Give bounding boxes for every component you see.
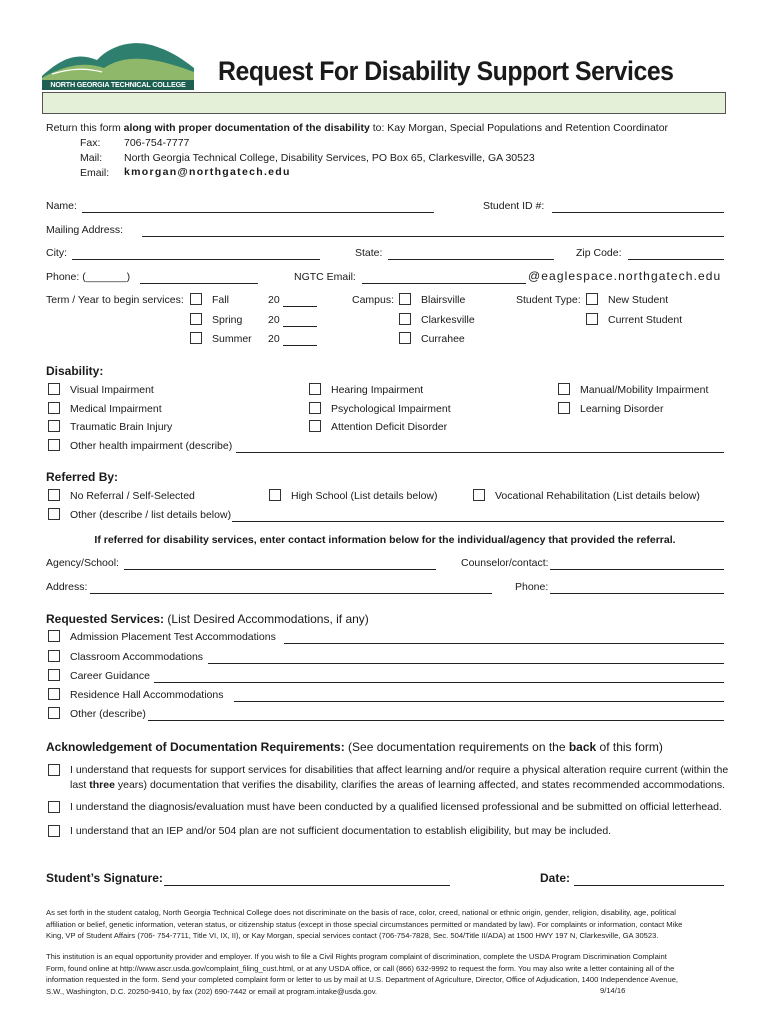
referral-phone-field[interactable] (550, 593, 724, 594)
return-instructions: Return this form along with proper documentation of the disability to: Kay Morgan, Special Populations and Retention Coordinator (46, 122, 669, 134)
service-classroom-label: Classroom Accommodations (70, 651, 204, 663)
college-logo (42, 38, 194, 90)
zip-label: Zip Code: (576, 247, 622, 259)
current-student-label: Current Student (608, 314, 683, 326)
usda-statement: This institution is an equal opportunity provider and employer. If you wish to file a Civil Rights program complaint of discrimination, complete the USDA Program Discrimination Complaint Form, found online at http://www.ascr.usda.gov/complaint_filing_cust.html, or at any USDA office, or call (866) 632-9992 to request the form. You may also write a letter containing all of the information requested in the form. Send your completed complaint form or letter to us by mail at U.S. Department of Agriculture, Director, Office of Adjudication, 1400 Independence Avenue, S.W., Washington, D.C. 20250-9410, by fax (202) 690-7442 or email at program.intake@usda.gov. (46, 952, 679, 996)
ngtc-email-label: NGTC Email: (294, 271, 356, 283)
no-referral-checkbox[interactable] (48, 489, 60, 501)
term-spring-label: Spring (212, 314, 243, 326)
ack-licensed-professional-label: I understand the diagnosis/evaluation must have been conducted by a qualified licensed professional and be submitted on official letterhead. (70, 801, 722, 813)
service-other-field[interactable] (148, 720, 724, 721)
referred-heading: Referred By: (46, 470, 119, 484)
date-field[interactable] (574, 885, 724, 886)
phone-field[interactable] (140, 283, 258, 284)
service-residence-field[interactable] (234, 701, 724, 702)
signature-field[interactable] (164, 885, 450, 886)
psychological-impairment-checkbox[interactable] (309, 402, 321, 414)
visual-impairment-checkbox[interactable] (48, 383, 60, 395)
mail-label: Mail: (80, 152, 103, 164)
term-fall-checkbox[interactable] (190, 293, 202, 305)
term-summer-checkbox[interactable] (190, 332, 202, 344)
new-student-label: New Student (608, 294, 669, 306)
service-classroom-checkbox[interactable] (48, 650, 60, 662)
service-admission-field[interactable] (284, 643, 724, 644)
service-residence-label: Residence Hall Accommodations (70, 689, 224, 701)
year-spring-prefix: 20 (268, 314, 280, 326)
fax-value: 706-754-7777 (124, 137, 190, 149)
learning-disorder-label: Learning Disorder (580, 403, 664, 415)
year-summer-field[interactable] (283, 345, 317, 346)
service-admission-label: Admission Placement Test Accommodations (70, 631, 276, 643)
mailing-address-label: Mailing Address: (46, 224, 124, 236)
term-spring-checkbox[interactable] (190, 313, 202, 325)
visual-impairment-label: Visual Impairment (70, 384, 154, 396)
high-school-checkbox[interactable] (269, 489, 281, 501)
header-bar (42, 92, 726, 114)
campus-currahee-label: Currahee (421, 333, 465, 345)
referred-other-label: Other (describe / list details below) (70, 509, 232, 521)
ack-heading: Acknowledgement of Documentation Requirements: (See documentation requirements on the back of this form) (46, 740, 663, 754)
year-spring-field[interactable] (283, 326, 317, 327)
ack-licensed-professional-checkbox[interactable] (48, 801, 60, 813)
learning-disorder-checkbox[interactable] (558, 402, 570, 414)
term-fall-label: Fall (212, 294, 229, 306)
other-health-label: Other health impairment (describe) (70, 440, 233, 452)
attention-deficit-label: Attention Deficit Disorder (331, 421, 448, 433)
mail-value: North Georgia Technical College, Disability Services, PO Box 65, Clarkesville, GA 30523 (124, 152, 535, 164)
agency-field[interactable] (124, 569, 436, 570)
manual-mobility-checkbox[interactable] (558, 383, 570, 395)
city-label: City: (46, 247, 67, 259)
ack-current-docs-line2: last three years) documentation that verifies the disability, clarifies the areas of learning affected, and states recommended accommodations. (70, 779, 726, 791)
ack-current-docs-line1: I understand that requests for support services for disabilities that affect learning and/or require a physical alteration require current (within the (70, 764, 729, 776)
year-summer-prefix: 20 (268, 333, 280, 345)
service-career-label: Career Guidance (70, 670, 150, 682)
state-label: State: (355, 247, 383, 259)
campus-clarkesville-label: Clarkesville (421, 314, 475, 326)
service-career-checkbox[interactable] (48, 669, 60, 681)
ack-iep-checkbox[interactable] (48, 825, 60, 837)
referral-phone-label: Phone: (515, 581, 549, 593)
address-label: Address: (46, 581, 88, 593)
address-field[interactable] (90, 593, 492, 594)
city-field[interactable] (72, 259, 320, 260)
service-other-label: Other (describe) (70, 708, 146, 720)
phone-label: Phone: (_______) (46, 271, 131, 283)
student-id-label: Student ID #: (483, 200, 545, 212)
current-student-checkbox[interactable] (586, 313, 598, 325)
psychological-impairment-label: Psychological Impairment (331, 403, 451, 415)
campus-blairsville-checkbox[interactable] (399, 293, 411, 305)
service-other-checkbox[interactable] (48, 707, 60, 719)
name-label: Name: (46, 200, 77, 212)
zip-field[interactable] (628, 259, 724, 260)
referral-note: If referred for disability services, enter contact information below for the individual/agency that provided the referral. (94, 534, 676, 546)
campus-currahee-checkbox[interactable] (399, 332, 411, 344)
campus-blairsville-label: Blairsville (421, 294, 466, 306)
student-id-field[interactable] (552, 212, 724, 213)
ngtc-email-field[interactable] (362, 283, 526, 284)
traumatic-brain-injury-checkbox[interactable] (48, 420, 60, 432)
ack-iep-label: I understand that an IEP and/or 504 plan are not sufficient documentation to establish eligibility, but may be included. (70, 825, 612, 837)
referred-other-checkbox[interactable] (48, 508, 60, 520)
nondiscrimination-statement: As set forth in the student catalog, North Georgia Technical College does not discriminate on the basis of race, color, creed, national or ethnic origin, gender, religion, disability, age, political affiliation or belief, genetic information, veteran status, or citizenship status (except in those special circumstances permitted or mandated by law). For complaints or information, contact Mike King, VP of Student Affairs (706- 754-7711, Title VI, IX, II), or Kay Morgan, special services contact (706-754-7828, Sec. 504/Title II/ADA) at 1500 HWY 197 N, Clarkesville, GA 30523. (46, 908, 683, 940)
email-label: Email: (80, 167, 110, 179)
vocational-checkbox[interactable] (473, 489, 485, 501)
new-student-checkbox[interactable] (586, 293, 598, 305)
page-title: Request For Disability Support Services (218, 56, 674, 86)
ack-current-docs-checkbox[interactable] (48, 764, 60, 776)
service-classroom-field[interactable] (208, 663, 724, 664)
manual-mobility-label: Manual/Mobility Impairment (580, 384, 709, 396)
agency-label: Agency/School: (46, 557, 119, 569)
term-label: Term / Year to begin services: (46, 294, 184, 306)
fax-label: Fax: (80, 137, 101, 149)
campus-clarkesville-checkbox[interactable] (399, 313, 411, 325)
disability-heading: Disability: (46, 364, 104, 378)
referred-other-field[interactable] (232, 521, 724, 522)
service-career-field[interactable] (154, 682, 724, 683)
term-summer-label: Summer (212, 333, 252, 345)
form-version: 9/14/16 (600, 986, 626, 995)
email-domain: @eaglespace.northgatech.edu (528, 269, 722, 283)
medical-impairment-label: Medical Impairment (70, 403, 162, 415)
hearing-impairment-checkbox[interactable] (309, 383, 321, 395)
services-heading: Requested Services: (List Desired Accommodations, if any) (46, 612, 369, 626)
name-field[interactable] (82, 212, 434, 213)
counselor-label: Counselor/contact: (461, 557, 549, 569)
date-label: Date: (540, 871, 571, 885)
campus-label: Campus: (352, 294, 395, 306)
no-referral-label: No Referral / Self-Selected (70, 490, 195, 502)
student-type-label: Student Type: (516, 294, 581, 306)
counselor-field[interactable] (550, 569, 724, 570)
other-health-field[interactable] (236, 452, 724, 453)
service-admission-checkbox[interactable] (48, 630, 60, 642)
high-school-label: High School (List details below) (291, 490, 438, 502)
attention-deficit-checkbox[interactable] (309, 420, 321, 432)
year-fall-field[interactable] (283, 306, 317, 307)
signature-label: Student’s Signature: (46, 871, 163, 885)
year-fall-prefix: 20 (268, 294, 280, 306)
hearing-impairment-label: Hearing Impairment (331, 384, 424, 396)
logo-text: NORTH GEORGIA TECHNICAL COLLEGE (42, 80, 194, 90)
service-residence-checkbox[interactable] (48, 688, 60, 700)
other-health-checkbox[interactable] (48, 439, 60, 451)
state-field[interactable] (388, 259, 554, 260)
traumatic-brain-injury-label: Traumatic Brain Injury (70, 421, 173, 433)
medical-impairment-checkbox[interactable] (48, 402, 60, 414)
email-value: kmorgan@northgatech.edu (124, 166, 291, 178)
mailing-address-field[interactable] (142, 236, 724, 237)
vocational-label: Vocational Rehabilitation (List details below) (495, 490, 700, 502)
